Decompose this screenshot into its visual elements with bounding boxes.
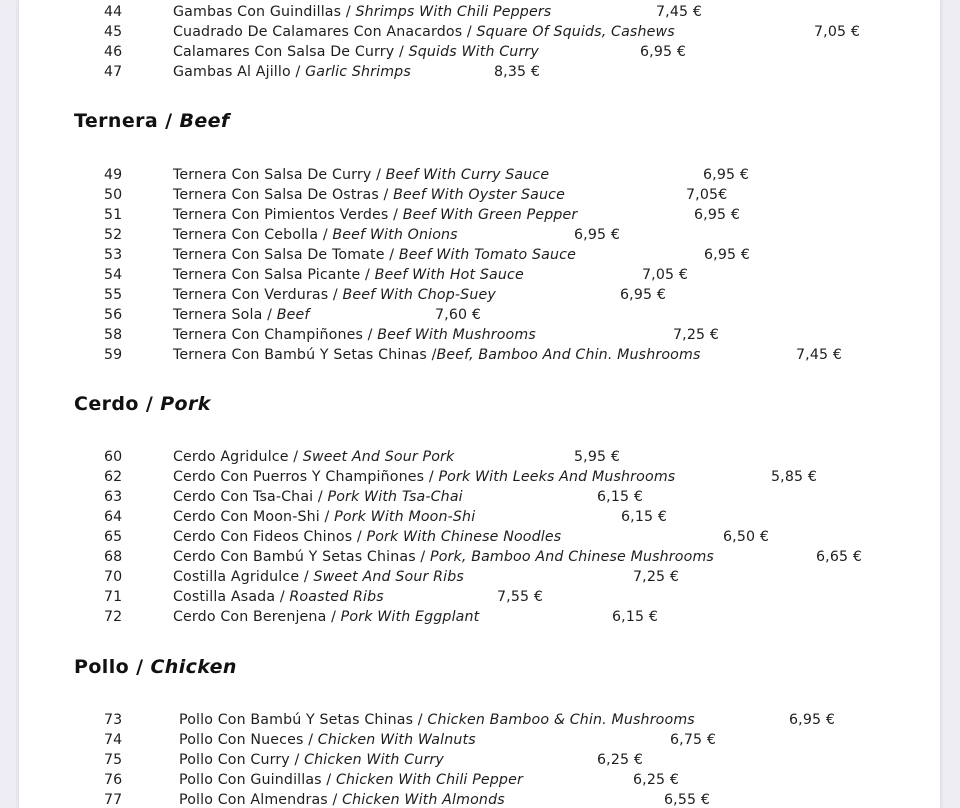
item-description [173, 185, 565, 205]
item-price: 8,35 € [494, 64, 541, 80]
item-description [173, 165, 549, 185]
item-description [179, 790, 505, 808]
item-name-es: Ternera Con Salsa De Ostras / [173, 187, 394, 203]
item-number: 46 [104, 44, 123, 60]
item-description [173, 305, 310, 325]
item-name-en: Beef With Oyster Sauce [393, 187, 565, 203]
item-name-es: Cerdo Con Bambú Y Setas Chinas / [173, 549, 430, 565]
item-name-en: Beef With Green Pepper [402, 207, 578, 223]
item-description [173, 467, 675, 487]
item-name-es: Ternera Sola / [173, 307, 277, 323]
item-name-en: Beef With Onions [332, 227, 458, 243]
item-name-en: Pork With Leeks And Mushrooms [438, 469, 676, 485]
item-name-es: Cerdo Con Berenjena / [173, 609, 341, 625]
item-description [173, 447, 454, 467]
item-price: 6,95 € [620, 287, 667, 303]
item-price: 6,95 € [703, 167, 750, 183]
item-number: 75 [104, 752, 123, 768]
item-description [173, 527, 561, 547]
item-number: 65 [104, 529, 123, 545]
item-description [179, 710, 695, 730]
item-price: 6,95 € [574, 227, 621, 243]
item-number: 49 [104, 167, 123, 183]
item-name-es: Pollo Con Nueces / [179, 732, 318, 748]
section-title-en: Chicken [150, 656, 237, 678]
section-title-en: Beef [179, 110, 230, 132]
section-title-es: Pollo / [74, 656, 151, 678]
section-title-es: Ternera / [74, 110, 180, 132]
item-price: 7,55 € [497, 589, 544, 605]
menu-page [19, 0, 940, 808]
item-name-es: Ternera Con Cebolla / [173, 227, 333, 243]
item-name-en: Pork With Moon-Shi [334, 509, 476, 525]
section-heading-beef [74, 110, 230, 132]
item-number: 52 [104, 227, 123, 243]
item-name-en: Pork With Chinese Noodles [366, 529, 562, 545]
item-name-en: Pork, Bamboo And Chinese Mushrooms [430, 549, 714, 565]
item-price: 7,05€ [686, 187, 728, 203]
item-description [179, 750, 444, 770]
item-name-es: Cerdo Con Fideos Chinos / [173, 529, 367, 545]
item-number: 55 [104, 287, 123, 303]
item-description [173, 547, 714, 567]
item-description [173, 607, 479, 627]
item-name-en: Chicken Bamboo & Chin. Mushrooms [427, 712, 695, 728]
item-number: 73 [104, 712, 123, 728]
item-description [173, 205, 577, 225]
item-name-en: Chicken With Almonds [342, 792, 505, 808]
item-description [173, 487, 463, 507]
item-number: 62 [104, 469, 123, 485]
item-name-es: Gambas Con Guindillas / [173, 4, 356, 20]
item-number: 54 [104, 267, 123, 283]
item-description [173, 42, 539, 62]
item-price: 6,15 € [621, 509, 668, 525]
item-description [173, 62, 411, 82]
item-name-en: Sweet And Sour Ribs [313, 569, 464, 585]
item-name-en: Beef With Tomato Sauce [398, 247, 576, 263]
item-name-es: Calamares Con Salsa De Curry / [173, 44, 409, 60]
item-price: 6,50 € [723, 529, 770, 545]
item-name-es: Cerdo Con Puerros Y Champiñones / [173, 469, 439, 485]
item-name-es: Ternera Con Salsa De Tomate / [173, 247, 399, 263]
item-name-en: Beef, Bamboo And Chin. Mushrooms [436, 347, 701, 363]
item-name-es: Ternera Con Bambú Y Setas Chinas / [173, 347, 437, 363]
section-title-en: Pork [160, 393, 211, 415]
item-name-es: Ternera Con Pimientos Verdes / [173, 207, 403, 223]
item-price: 7,60 € [435, 307, 482, 323]
item-name-es: Cerdo Con Tsa-Chai / [173, 489, 328, 505]
item-number: 77 [104, 792, 123, 808]
item-name-en: Beef With Hot Sauce [374, 267, 524, 283]
item-number: 64 [104, 509, 123, 525]
item-price: 6,25 € [633, 772, 680, 788]
item-price: 7,45 € [656, 4, 703, 20]
item-number: 50 [104, 187, 123, 203]
item-description [173, 325, 536, 345]
item-price: 7,05 € [814, 24, 861, 40]
item-name-es: Ternera Con Salsa De Curry / [173, 167, 386, 183]
item-name-es: Pollo Con Bambú Y Setas Chinas / [179, 712, 428, 728]
item-name-es: Pollo Con Guindillas / [179, 772, 336, 788]
item-price: 7,05 € [642, 267, 689, 283]
item-name-es: Costilla Agridulce / [173, 569, 314, 585]
item-number: 51 [104, 207, 123, 223]
item-price: 5,85 € [771, 469, 818, 485]
item-number: 63 [104, 489, 123, 505]
item-name-en: Garlic Shrimps [305, 64, 411, 80]
item-number: 60 [104, 449, 123, 465]
item-number: 47 [104, 64, 123, 80]
item-name-es: Cuadrado De Calamares Con Anacardos / [173, 24, 477, 40]
item-price: 6,95 € [640, 44, 687, 60]
item-name-en: Beef With Chop-Suey [342, 287, 496, 303]
item-name-en: Sweet And Sour Pork [302, 449, 455, 465]
item-number: 59 [104, 347, 123, 363]
item-description [173, 567, 464, 587]
item-name-en: Pork With Eggplant [340, 609, 480, 625]
item-number: 44 [104, 4, 123, 20]
item-name-en: Squids With Curry [408, 44, 539, 60]
item-price: 7,25 € [633, 569, 680, 585]
item-description [173, 587, 384, 607]
item-number: 53 [104, 247, 123, 263]
item-price: 6,95 € [704, 247, 751, 263]
item-name-es: Cerdo Con Moon-Shi / [173, 509, 335, 525]
item-description [173, 225, 458, 245]
item-name-es: Gambas Al Ajillo / [173, 64, 306, 80]
item-name-es: Pollo Con Almendras / [179, 792, 343, 808]
section-heading-chicken [74, 656, 237, 678]
item-number: 74 [104, 732, 123, 748]
item-name-en: Roasted Ribs [289, 589, 384, 605]
item-description [173, 345, 701, 365]
item-number: 68 [104, 549, 123, 565]
item-price: 7,25 € [673, 327, 720, 343]
item-name-en: Beef [276, 307, 310, 323]
item-number: 45 [104, 24, 123, 40]
item-price: 6,15 € [612, 609, 659, 625]
item-description [173, 507, 475, 527]
item-name-es: Pollo Con Curry / [179, 752, 305, 768]
item-name-en: Pork With Tsa-Chai [327, 489, 463, 505]
item-name-es: Ternera Con Verduras / [173, 287, 343, 303]
item-number: 58 [104, 327, 123, 343]
item-price: 6,55 € [664, 792, 711, 808]
item-name-es: Costilla Asada / [173, 589, 290, 605]
item-name-es: Ternera Con Champiñones / [173, 327, 378, 343]
section-title-es: Cerdo / [74, 393, 161, 415]
item-price: 6,95 € [694, 207, 741, 223]
item-number: 56 [104, 307, 123, 323]
item-name-en: Beef With Curry Sauce [385, 167, 550, 183]
item-name-es: Cerdo Agridulce / [173, 449, 303, 465]
item-price: 7,45 € [796, 347, 843, 363]
item-name-en: Chicken With Walnuts [317, 732, 476, 748]
item-name-en: Square Of Squids, Cashews [476, 24, 675, 40]
item-description [179, 730, 476, 750]
item-number: 72 [104, 609, 123, 625]
section-heading-pork [74, 393, 211, 415]
item-number: 70 [104, 569, 123, 585]
item-price: 6,75 € [670, 732, 717, 748]
item-name-en: Chicken With Curry [304, 752, 444, 768]
item-description [173, 22, 675, 42]
item-name-en: Shrimps With Chili Peppers [355, 4, 552, 20]
item-description [173, 245, 576, 265]
item-name-en: Beef With Mushrooms [377, 327, 536, 343]
item-price: 6,65 € [816, 549, 863, 565]
item-name-en: Chicken With Chili Pepper [335, 772, 523, 788]
item-number: 71 [104, 589, 123, 605]
item-price: 5,95 € [574, 449, 621, 465]
item-price: 6,25 € [597, 752, 644, 768]
item-description [173, 2, 551, 22]
item-description [173, 265, 524, 285]
item-description [179, 770, 523, 790]
item-number: 76 [104, 772, 123, 788]
item-name-es: Ternera Con Salsa Picante / [173, 267, 375, 283]
item-price: 6,95 € [789, 712, 836, 728]
item-price: 6,15 € [597, 489, 644, 505]
item-description [173, 285, 496, 305]
